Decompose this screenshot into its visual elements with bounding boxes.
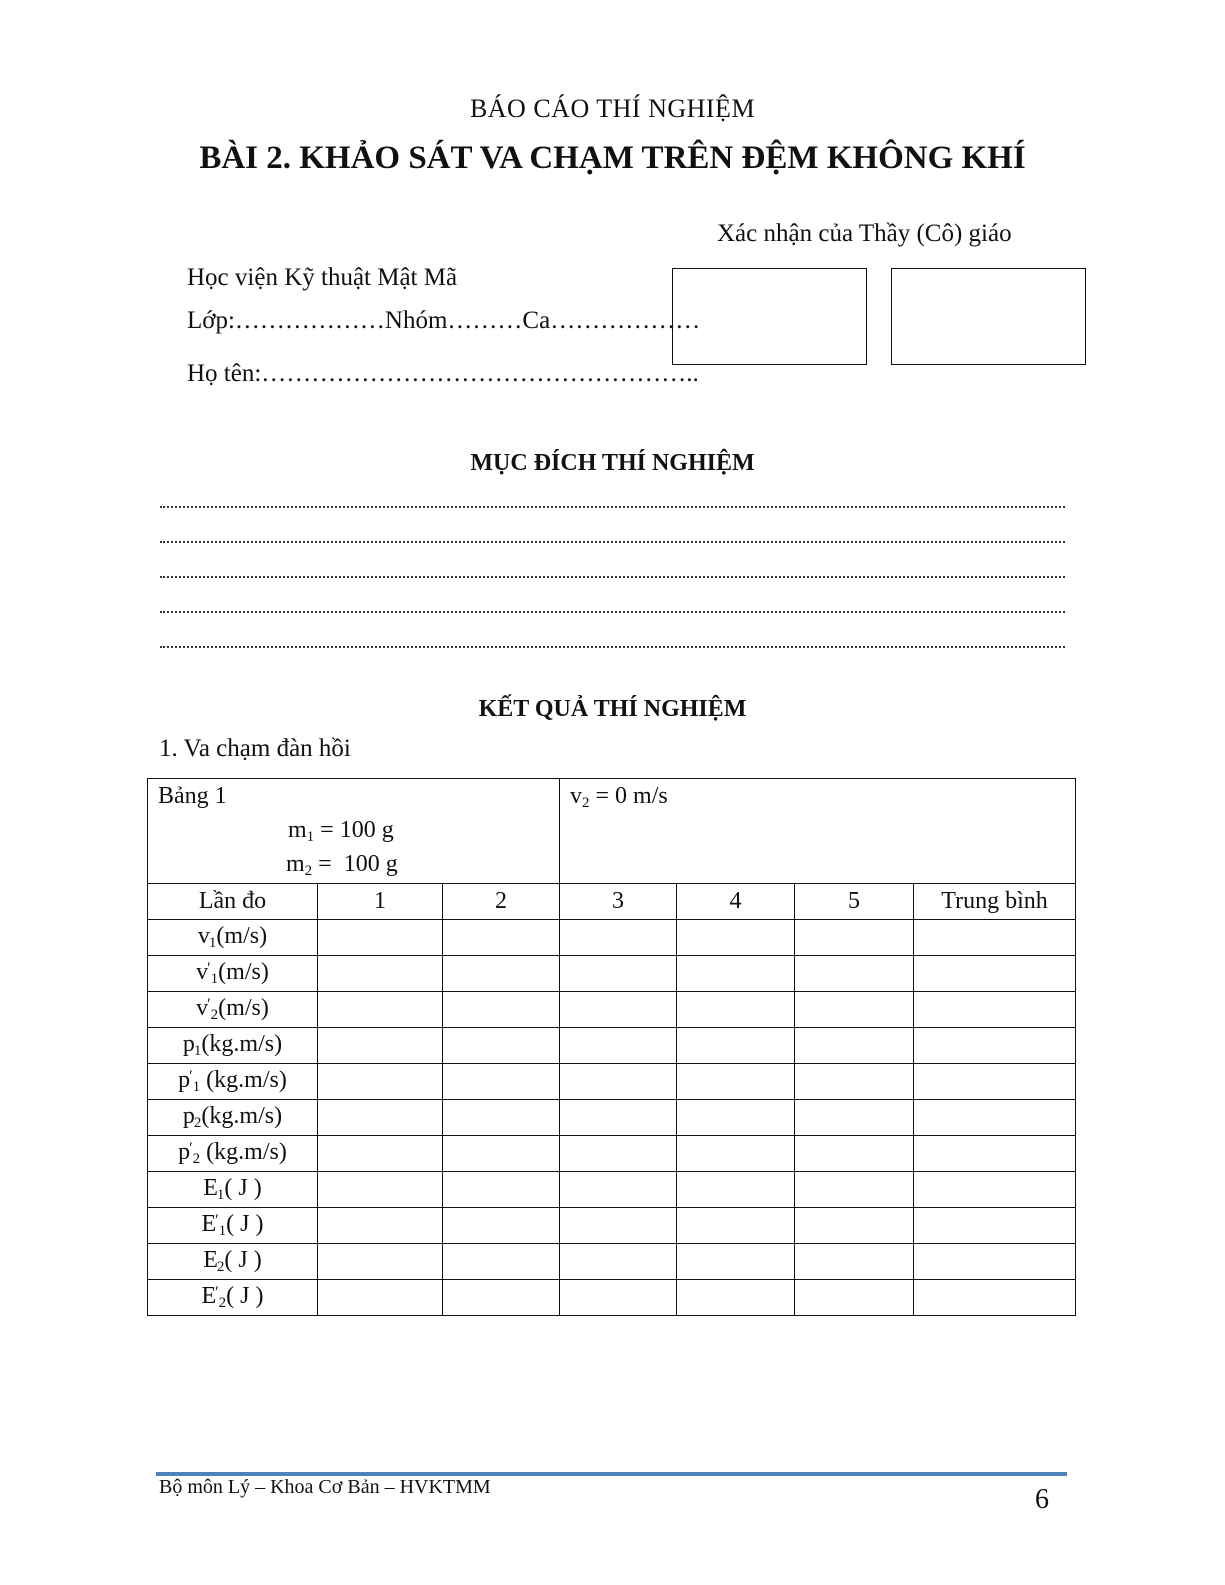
table-caption-cell (148, 779, 560, 884)
quantity-index: 1 (193, 1043, 202, 1059)
quantity-index: 1 (210, 971, 219, 987)
quantity-symbol: E (203, 1247, 218, 1273)
quantity-symbol: E (201, 1283, 217, 1309)
measurement-cell[interactable] (443, 920, 560, 956)
quantity-index: 2 (192, 1151, 201, 1167)
mass-1 (288, 817, 394, 846)
measurement-cell[interactable] (795, 1172, 914, 1208)
row-label (148, 1208, 318, 1244)
report-title: BÀI 2. KHẢO SÁT VA CHẠM TRÊN ĐỆM KHÔNG KHÍ (199, 140, 1026, 176)
measurement-cell[interactable] (914, 1136, 1076, 1172)
row-label (148, 992, 318, 1028)
measurement-cell[interactable] (443, 1100, 560, 1136)
measurement-cell[interactable] (560, 956, 677, 992)
measurement-cell[interactable] (914, 1064, 1076, 1100)
measurement-cell[interactable] (318, 1136, 443, 1172)
measurement-cell[interactable] (560, 1064, 677, 1100)
quantity-unit: (m/s) (218, 995, 269, 1021)
elastic-collision-subsection: 1. Va chạm đàn hồi (159, 735, 351, 762)
measurement-cell[interactable] (560, 1172, 677, 1208)
mass-1-index: 1 (306, 829, 315, 845)
measurement-cell[interactable] (795, 920, 914, 956)
row-label (148, 956, 318, 992)
measurement-cell[interactable] (795, 1208, 914, 1244)
purpose-line[interactable] (160, 527, 1065, 543)
purpose-line[interactable] (160, 562, 1065, 578)
table-row (148, 920, 1076, 956)
measurement-cell[interactable] (677, 1100, 795, 1136)
initial-velocity-2 (570, 783, 668, 812)
row-label (148, 1244, 318, 1280)
measurement-cell[interactable] (318, 1280, 443, 1316)
column-header: Lần đo (148, 884, 318, 920)
class-group-shift-line[interactable]: Lớp:………………Nhóm………Ca……………… (187, 307, 701, 334)
measurement-cell[interactable] (443, 1280, 560, 1316)
v2-value: = 0 m/s (589, 783, 668, 809)
prime-mark: ′ (215, 1212, 219, 1229)
measurement-cell[interactable] (677, 1136, 795, 1172)
quantity-unit: ( J ) (224, 1247, 262, 1273)
purpose-line[interactable] (160, 632, 1065, 648)
measurement-cell[interactable] (443, 1172, 560, 1208)
quantity-unit: (m/s) (218, 959, 269, 985)
quantity-symbol: E (201, 1211, 217, 1237)
measurement-cell[interactable] (914, 1028, 1076, 1064)
measurement-cell[interactable] (677, 1064, 795, 1100)
measurement-cell[interactable] (914, 956, 1076, 992)
report-subtitle: BÁO CÁO THÍ NGHIỆM (469, 94, 756, 123)
table-row (148, 956, 1076, 992)
mass-2 (286, 851, 398, 880)
table-row (148, 1064, 1076, 1100)
v2-symbol: v (570, 783, 583, 809)
column-header: Trung bình (914, 884, 1076, 920)
measurement-cell[interactable] (795, 1064, 914, 1100)
measurement-cell[interactable] (318, 1244, 443, 1280)
measurement-cell[interactable] (318, 1172, 443, 1208)
quantity-index: 2 (210, 1007, 219, 1023)
measurement-cell[interactable] (795, 1136, 914, 1172)
measurement-cell[interactable] (560, 992, 677, 1028)
measurement-cell[interactable] (443, 1208, 560, 1244)
row-label (148, 920, 318, 956)
quantity-symbol: p (178, 1139, 191, 1165)
column-header: 4 (677, 884, 795, 920)
table-label: Bảng 1 (158, 783, 227, 809)
table-row (148, 1028, 1076, 1064)
measurement-cell[interactable] (560, 1244, 677, 1280)
measurement-cell[interactable] (677, 992, 795, 1028)
quantity-unit: (m/s) (216, 923, 268, 949)
column-header: 5 (795, 884, 914, 920)
quantity-symbol: v (196, 995, 209, 1021)
measurement-cell[interactable] (795, 1280, 914, 1316)
measurement-cell[interactable] (560, 1028, 677, 1064)
measurement-cell[interactable] (560, 1100, 677, 1136)
measurement-cell[interactable] (677, 1172, 795, 1208)
row-label (148, 1280, 318, 1316)
row-label (148, 1100, 318, 1136)
results-table (147, 778, 1076, 1316)
measurement-cell[interactable] (677, 1028, 795, 1064)
row-label (148, 1028, 318, 1064)
results-heading: KẾT QUẢ THÍ NGHIỆM (478, 696, 747, 722)
measurement-cell[interactable] (443, 1244, 560, 1280)
quantity-index: 1 (208, 935, 217, 951)
prime-mark: ′ (215, 1284, 219, 1301)
quantity-unit: (kg.m/s) (200, 1139, 287, 1165)
measurement-cell[interactable] (914, 1280, 1076, 1316)
column-header-row (148, 884, 1076, 920)
measurement-cell[interactable] (318, 1208, 443, 1244)
institute-name: Học viện Kỹ thuật Mật Mã (187, 264, 458, 291)
quantity-unit: ( J ) (226, 1211, 264, 1237)
quantity-index: 2 (218, 1295, 227, 1311)
measurement-cell[interactable] (318, 1100, 443, 1136)
purpose-line[interactable] (160, 492, 1065, 508)
measurement-cell[interactable] (795, 1100, 914, 1136)
measurement-cell[interactable] (914, 1100, 1076, 1136)
quantity-symbol: v (196, 959, 209, 985)
prime-mark: ′ (207, 960, 211, 977)
measurement-cell[interactable] (914, 920, 1076, 956)
quantity-symbol: p (178, 1067, 191, 1093)
row-label (148, 1172, 318, 1208)
measurement-cell[interactable] (677, 956, 795, 992)
measurement-cell[interactable] (560, 1208, 677, 1244)
quantity-unit: (kg.m/s) (200, 1067, 287, 1093)
teacher-signature-box-2[interactable] (891, 268, 1086, 365)
measurement-cell[interactable] (677, 1244, 795, 1280)
measurement-cell[interactable] (677, 1280, 795, 1316)
prime-mark: ′ (189, 1140, 193, 1157)
measurement-cell[interactable] (318, 1028, 443, 1064)
column-header: 2 (443, 884, 560, 920)
quantity-index: 2 (193, 1115, 202, 1131)
quantity-index: 1 (192, 1079, 201, 1095)
measurement-cell[interactable] (914, 1172, 1076, 1208)
table-caption-row (148, 779, 1076, 884)
quantity-symbol: E (203, 1175, 218, 1201)
table-row (148, 1136, 1076, 1172)
v2-index: 2 (582, 795, 590, 811)
measurement-rows (148, 920, 1076, 1316)
measurement-cell[interactable] (443, 956, 560, 992)
measurement-cell[interactable] (318, 956, 443, 992)
column-header: 1 (318, 884, 443, 920)
measurement-cell[interactable] (443, 992, 560, 1028)
quantity-unit: ( J ) (226, 1283, 264, 1309)
teacher-confirmation-label: Xác nhận của Thầy (Cô) giáo (717, 220, 1012, 247)
student-name-line[interactable]: Họ tên:…………………………………………….. (187, 360, 699, 387)
measurement-cell[interactable] (795, 1028, 914, 1064)
quantity-index: 1 (216, 1187, 225, 1203)
table-row (148, 992, 1076, 1028)
measurement-cell[interactable] (560, 1280, 677, 1316)
measurement-cell[interactable] (560, 1136, 677, 1172)
measurement-cell[interactable] (795, 992, 914, 1028)
measurement-cell[interactable] (677, 920, 795, 956)
table-row (148, 1100, 1076, 1136)
mass-2-value: = 100 g (312, 851, 398, 877)
table-row (148, 1244, 1076, 1280)
page-number: 6 (1035, 1484, 1049, 1515)
measurement-cell[interactable] (677, 1208, 795, 1244)
mass-1-symbol: m (288, 817, 307, 843)
quantity-unit: (kg.m/s) (201, 1103, 283, 1129)
quantity-symbol: p (182, 1103, 195, 1129)
measurement-cell[interactable] (318, 1064, 443, 1100)
measurement-cell[interactable] (914, 1244, 1076, 1280)
table-row (148, 1280, 1076, 1316)
measurement-cell[interactable] (443, 1064, 560, 1100)
measurement-cell[interactable] (318, 992, 443, 1028)
quantity-unit: (kg.m/s) (201, 1031, 283, 1057)
purpose-heading: MỤC ĐÍCH THÍ NGHIỆM (470, 450, 755, 476)
measurement-cell[interactable] (443, 1028, 560, 1064)
row-label (148, 1136, 318, 1172)
mass-2-index: 2 (304, 863, 313, 879)
measurement-cell[interactable] (795, 1244, 914, 1280)
purpose-line[interactable] (160, 597, 1065, 613)
quantity-unit: ( J ) (224, 1175, 262, 1201)
table-row (148, 1172, 1076, 1208)
teacher-signature-box-1[interactable] (672, 268, 867, 365)
footer-text: Bộ môn Lý – Khoa Cơ Bản – HVKTMM (159, 1476, 491, 1498)
measurement-cell[interactable] (795, 956, 914, 992)
quantity-symbol: v (197, 923, 210, 949)
measurement-cell[interactable] (318, 920, 443, 956)
mass-2-symbol: m (286, 851, 305, 877)
column-header: 3 (560, 884, 677, 920)
mass-1-value: = 100 g (314, 817, 394, 843)
measurement-cell[interactable] (560, 920, 677, 956)
initial-velocity-cell (560, 779, 1076, 884)
quantity-index: 1 (218, 1223, 227, 1239)
table-row (148, 1208, 1076, 1244)
prime-mark: ′ (189, 1068, 193, 1085)
measurement-cell[interactable] (914, 1208, 1076, 1244)
quantity-index: 2 (216, 1259, 225, 1275)
row-label (148, 1064, 318, 1100)
prime-mark: ′ (207, 996, 211, 1013)
measurement-cell[interactable] (914, 992, 1076, 1028)
quantity-symbol: p (182, 1031, 195, 1057)
measurement-cell[interactable] (443, 1136, 560, 1172)
